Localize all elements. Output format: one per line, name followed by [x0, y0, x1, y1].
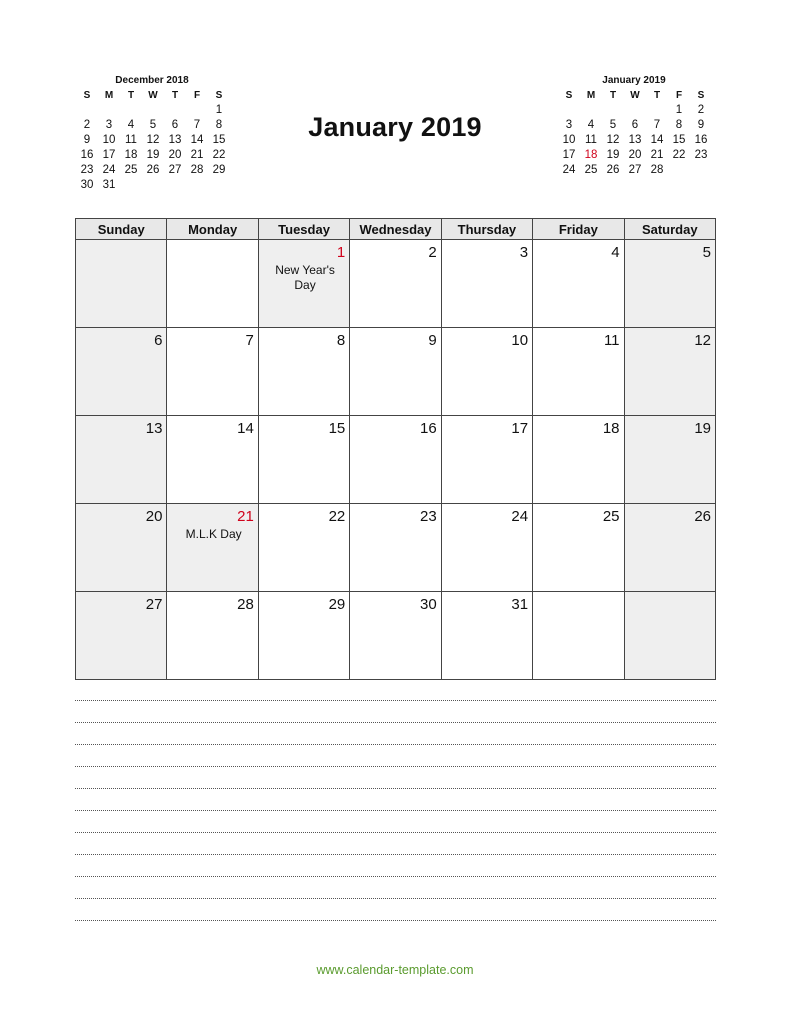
- day-number: 14: [237, 420, 254, 437]
- day-cell[interactable]: [350, 416, 441, 504]
- mini-day: 19: [606, 149, 620, 161]
- weekday-column-header: Sunday: [76, 219, 167, 240]
- mini-week-row: [76, 163, 230, 178]
- weekday-header: F: [193, 90, 201, 101]
- holiday-label: New Year's Day: [275, 263, 335, 292]
- day-number: 12: [694, 332, 711, 349]
- day-number: 6: [154, 332, 163, 349]
- note-line[interactable]: [75, 899, 716, 921]
- mini-day: 4: [127, 119, 135, 131]
- weekday-column-header: Friday: [533, 219, 624, 240]
- day-cell[interactable]: [533, 240, 624, 328]
- mini-day: 15: [672, 134, 686, 146]
- mini-day: 31: [102, 179, 116, 191]
- day-number: 30: [420, 596, 437, 613]
- mini-day: [602, 103, 624, 118]
- note-line[interactable]: [75, 723, 716, 745]
- day-cell[interactable]: [533, 328, 624, 416]
- day-cell[interactable]: [76, 240, 167, 328]
- day-cell[interactable]: [441, 328, 532, 416]
- weekday-header: S: [215, 90, 223, 101]
- mini-day: 1: [215, 104, 223, 116]
- weekday-header: S: [83, 90, 91, 101]
- day-number: 29: [328, 596, 346, 613]
- mini-day: 6: [171, 119, 179, 131]
- mini-day: 12: [146, 134, 160, 146]
- weekday-column-header: Wednesday: [350, 219, 441, 240]
- weekday-column-header: Tuesday: [258, 219, 349, 240]
- mini-day: 26: [146, 164, 160, 176]
- mini-week-row: [558, 118, 712, 133]
- day-cell[interactable]: [624, 592, 715, 680]
- month-grid: [75, 218, 716, 680]
- mini-day: 22: [672, 149, 686, 161]
- day-number: 18: [602, 420, 620, 437]
- mini-day: [668, 163, 690, 178]
- day-number: 2: [428, 244, 437, 261]
- mini-day: 8: [675, 119, 683, 131]
- mini-calendar-december-2018: [76, 74, 228, 193]
- mini-day: [164, 103, 186, 118]
- note-line[interactable]: [75, 833, 716, 855]
- mini-day: 9: [83, 134, 91, 146]
- mini-day: [186, 103, 208, 118]
- day-cell[interactable]: [624, 504, 715, 592]
- mini-day: 8: [215, 119, 223, 131]
- day-cell[interactable]: [441, 504, 532, 592]
- mini-day: 20: [628, 149, 642, 161]
- day-cell[interactable]: [350, 592, 441, 680]
- weekday-header: M: [104, 90, 114, 101]
- day-number: 11: [603, 332, 620, 349]
- mini-day: 16: [80, 149, 94, 161]
- weekday-header: T: [127, 90, 135, 101]
- day-cell[interactable]: [350, 240, 441, 328]
- mini-day: [208, 178, 230, 193]
- mini-day: 24: [102, 164, 116, 176]
- mini-day: [76, 103, 98, 118]
- week-row: [76, 240, 716, 328]
- day-number: 9: [428, 332, 437, 349]
- day-cell[interactable]: [258, 328, 349, 416]
- day-number: 8: [336, 332, 346, 349]
- mini-day: [646, 103, 668, 118]
- mini-day: 23: [80, 164, 94, 176]
- mini-week-row: [558, 148, 712, 163]
- mini-day: [120, 178, 142, 193]
- day-number: 21: [237, 508, 254, 525]
- mini-day: 7: [653, 119, 661, 131]
- weekday-header: S: [565, 90, 573, 101]
- day-cell[interactable]: [76, 592, 167, 680]
- notes-area: [75, 700, 716, 921]
- day-number: 28: [237, 596, 254, 613]
- week-row: [76, 592, 716, 680]
- mini-day: 29: [212, 164, 226, 176]
- mini-week-row: [76, 148, 230, 163]
- day-cell[interactable]: [167, 504, 258, 592]
- mini-day: 16: [694, 134, 708, 146]
- day-cell[interactable]: [167, 328, 258, 416]
- day-cell[interactable]: [258, 592, 349, 680]
- mini-day: 19: [146, 149, 160, 161]
- mini-day: 10: [102, 134, 116, 146]
- note-line[interactable]: [75, 811, 716, 833]
- mini-day: 2: [697, 104, 705, 116]
- mini-week-row: [558, 133, 712, 148]
- mini-day: 17: [102, 149, 116, 161]
- day-number: 1: [336, 244, 346, 261]
- mini-day: 11: [125, 134, 137, 146]
- mini-day: 13: [168, 134, 182, 146]
- day-cell[interactable]: [76, 328, 167, 416]
- day-cell[interactable]: [533, 504, 624, 592]
- footer-website: www.calendar-template.com: [316, 963, 474, 977]
- mini-day: 18: [124, 149, 138, 161]
- mini-week-row: [76, 103, 230, 118]
- day-number: 26: [694, 508, 711, 525]
- day-number: 7: [245, 332, 254, 349]
- mini-day: [164, 178, 186, 193]
- mini-day: 18: [584, 149, 598, 161]
- mini-day: 25: [124, 164, 138, 176]
- mini-calendar-table: [76, 88, 230, 193]
- day-number: 3: [519, 244, 529, 261]
- weekday-column-header: Saturday: [624, 219, 715, 240]
- mini-calendar-january-2019: [558, 74, 710, 178]
- mini-day: 5: [609, 119, 617, 131]
- day-cell[interactable]: [167, 416, 258, 504]
- mini-day: 11: [585, 134, 597, 146]
- mini-calendar-table: [558, 88, 712, 178]
- mini-day: 14: [190, 134, 204, 146]
- day-number: 25: [602, 508, 620, 525]
- mini-day: 20: [168, 149, 182, 161]
- holiday-label: M.L.K Day: [185, 527, 242, 541]
- mini-day: 28: [190, 164, 204, 176]
- mini-day: [690, 163, 712, 178]
- note-line[interactable]: [75, 789, 716, 811]
- mini-day: [142, 103, 164, 118]
- day-number: 19: [694, 420, 711, 437]
- mini-day: 1: [675, 104, 683, 116]
- day-number: 22: [328, 508, 346, 525]
- day-cell[interactable]: [76, 504, 167, 592]
- day-cell[interactable]: [441, 416, 532, 504]
- weekday-header: W: [630, 90, 640, 101]
- mini-day: 15: [212, 134, 226, 146]
- day-cell[interactable]: [624, 328, 715, 416]
- day-cell[interactable]: [76, 416, 167, 504]
- mini-day: [580, 103, 602, 118]
- day-number: 31: [511, 596, 529, 613]
- mini-day: 13: [628, 134, 642, 146]
- mini-day: 26: [606, 164, 620, 176]
- weekday-header: T: [653, 90, 661, 101]
- mini-week-row: [558, 163, 712, 178]
- note-line[interactable]: [75, 877, 716, 899]
- week-row: [76, 416, 716, 504]
- weekday-header: S: [697, 90, 705, 101]
- mini-day: [98, 103, 120, 118]
- note-line[interactable]: [75, 701, 716, 723]
- day-number: 13: [145, 420, 163, 437]
- day-cell[interactable]: [441, 240, 532, 328]
- mini-calendar-title: January 2019: [602, 75, 666, 86]
- day-cell[interactable]: [533, 416, 624, 504]
- mini-day: 21: [190, 149, 204, 161]
- week-row: [76, 504, 716, 592]
- mini-day: 3: [565, 119, 573, 131]
- mini-day: 28: [650, 164, 664, 176]
- day-cell[interactable]: [533, 592, 624, 680]
- mini-day: 21: [650, 149, 664, 161]
- day-number: 15: [328, 420, 346, 437]
- mini-day: [186, 178, 208, 193]
- weekday-header: T: [171, 90, 179, 101]
- mini-week-row: [76, 178, 230, 193]
- weekday-header: T: [609, 90, 617, 101]
- day-number: 20: [145, 508, 163, 525]
- day-number: 16: [420, 420, 437, 437]
- day-cell[interactable]: [258, 504, 349, 592]
- day-number: 5: [702, 244, 711, 261]
- mini-day: 2: [83, 119, 91, 131]
- mini-day: 3: [105, 119, 113, 131]
- weekday-column-header: Thursday: [441, 219, 532, 240]
- day-cell[interactable]: [258, 416, 349, 504]
- mini-day: 22: [212, 149, 226, 161]
- day-cell[interactable]: [167, 592, 258, 680]
- day-cell[interactable]: [441, 592, 532, 680]
- day-cell[interactable]: [258, 240, 349, 328]
- mini-day: 30: [80, 179, 94, 191]
- mini-day: [142, 178, 164, 193]
- mini-day: 12: [606, 134, 620, 146]
- day-cell[interactable]: [350, 328, 441, 416]
- mini-day: 23: [694, 149, 708, 161]
- mini-week-row: [76, 118, 230, 133]
- weekday-header: F: [675, 90, 683, 101]
- mini-calendar-title: December 2018: [115, 75, 189, 86]
- mini-day: 14: [650, 134, 664, 146]
- week-row: [76, 328, 716, 416]
- mini-day: 24: [562, 164, 576, 176]
- mini-day: 7: [193, 119, 201, 131]
- note-line[interactable]: [75, 855, 716, 877]
- mini-day: 17: [562, 149, 576, 161]
- day-number: 4: [611, 244, 620, 261]
- day-number: 17: [511, 420, 529, 437]
- mini-day: 10: [562, 134, 576, 146]
- day-cell[interactable]: [624, 416, 715, 504]
- day-cell[interactable]: [167, 240, 258, 328]
- mini-day: 27: [628, 164, 642, 176]
- mini-day: 25: [584, 164, 598, 176]
- mini-day: 4: [587, 119, 595, 131]
- mini-week-row: [76, 133, 230, 148]
- mini-week-row: [558, 103, 712, 118]
- note-line[interactable]: [75, 745, 716, 767]
- weekday-column-header: Monday: [167, 219, 258, 240]
- mini-day: [624, 103, 646, 118]
- weekday-header: M: [586, 90, 596, 101]
- note-line[interactable]: [75, 767, 716, 789]
- mini-day: 9: [697, 119, 705, 131]
- mini-day: 6: [631, 119, 639, 131]
- page-title: January 2019: [308, 112, 482, 142]
- day-number: 23: [420, 508, 437, 525]
- mini-day: [558, 103, 580, 118]
- mini-day: 5: [149, 119, 157, 131]
- day-cell[interactable]: [350, 504, 441, 592]
- day-number: 10: [511, 332, 529, 349]
- mini-day: [120, 103, 142, 118]
- mini-day: 27: [168, 164, 182, 176]
- day-number: 27: [145, 596, 163, 613]
- weekday-header: W: [148, 90, 158, 101]
- day-number: 24: [511, 508, 529, 525]
- day-cell[interactable]: [624, 240, 715, 328]
